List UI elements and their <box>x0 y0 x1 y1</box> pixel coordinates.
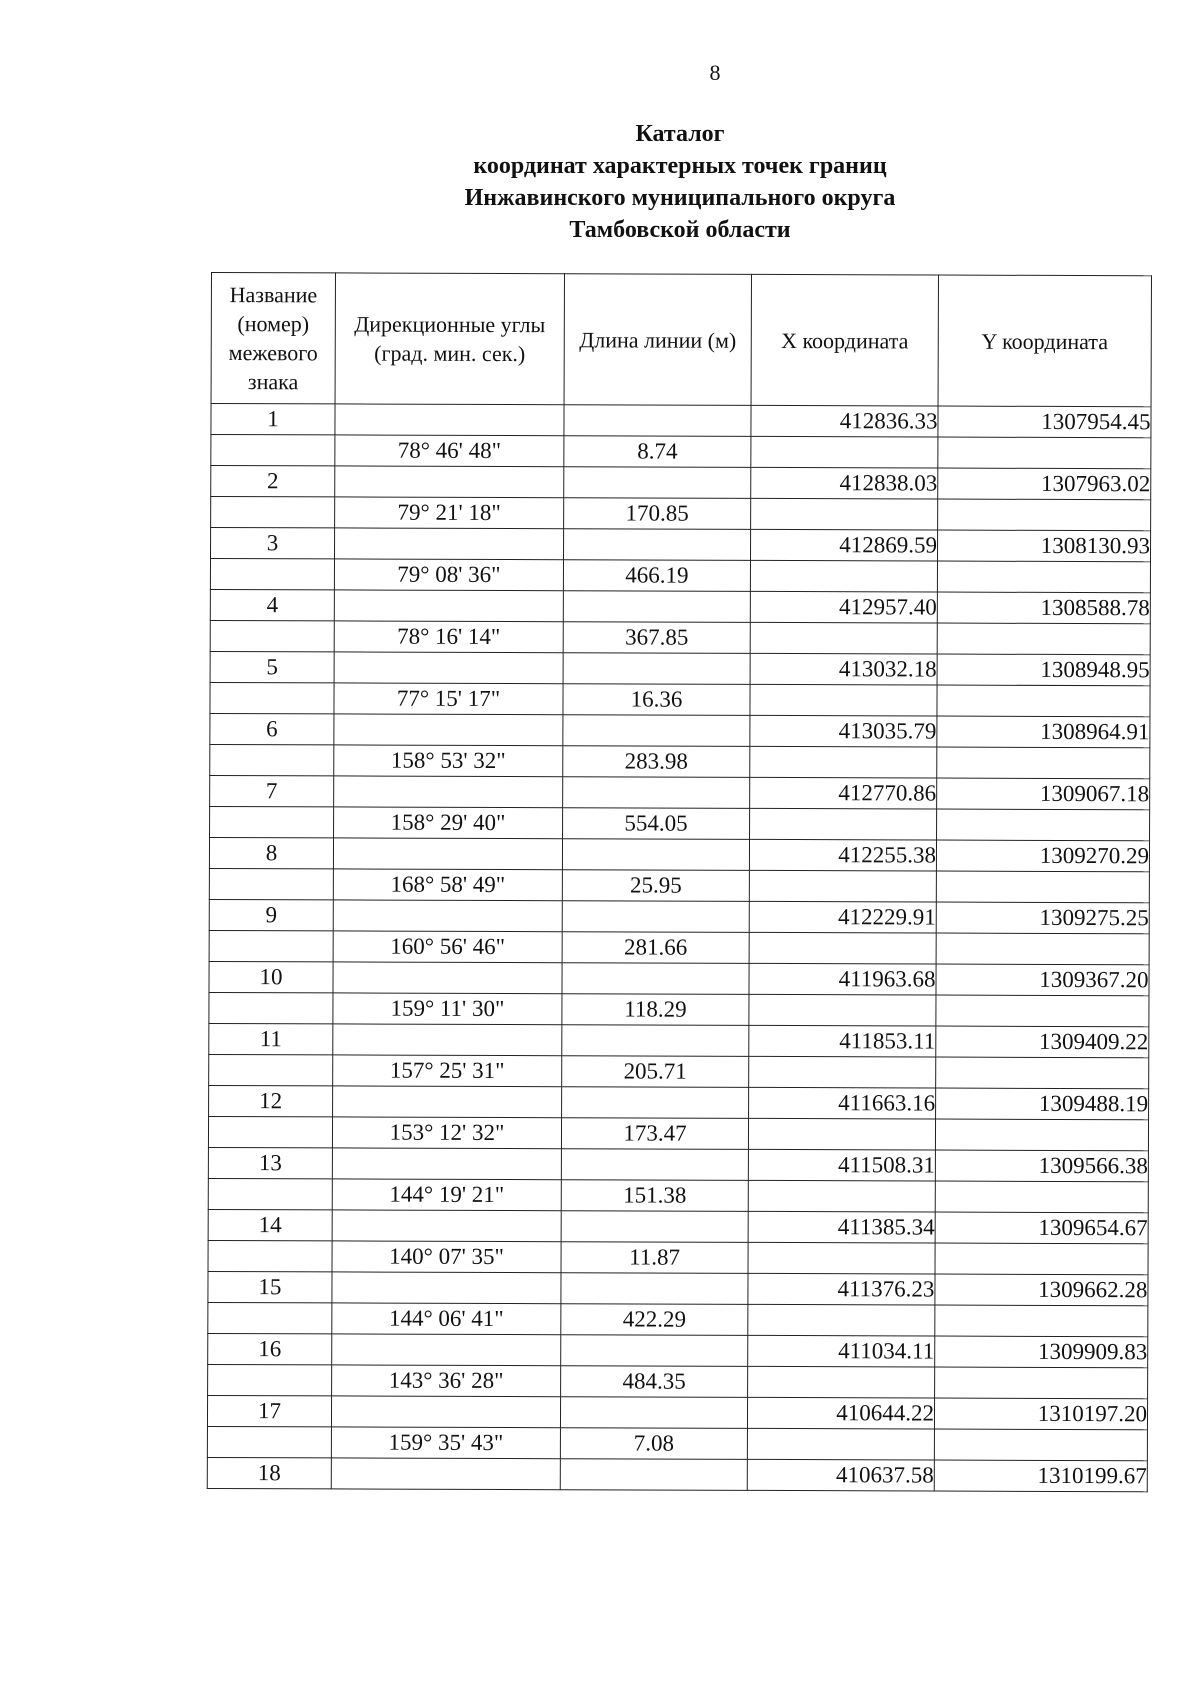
y-coordinate-cell: 1310197.20 <box>934 1398 1147 1430</box>
line-length-cell: 205.71 <box>562 1056 749 1088</box>
point-name-cell: 1 <box>211 404 335 435</box>
segment-row <box>209 868 1149 902</box>
point-name-cell: 8 <box>209 837 333 868</box>
empty-cell <box>563 529 750 561</box>
empty-cell <box>935 1305 1148 1337</box>
empty-cell <box>937 561 1150 593</box>
y-coordinate-cell: 1309367.20 <box>936 964 1149 996</box>
segment-row <box>210 744 1150 778</box>
empty-cell <box>563 777 750 809</box>
point-row <box>208 1209 1148 1243</box>
empty-cell <box>208 1364 332 1395</box>
line-length-cell: 422.29 <box>561 1304 748 1336</box>
direction-angle-cell: 168° 58' 49" <box>333 869 562 901</box>
empty-cell <box>561 1149 748 1181</box>
empty-cell <box>749 1056 936 1088</box>
empty-cell <box>331 1458 560 1490</box>
y-coordinate-cell: 1308588.78 <box>937 592 1150 624</box>
title-line-3: Инжавинского муниципального округа <box>464 185 896 211</box>
point-name-cell: 13 <box>208 1147 332 1178</box>
line-length-cell: 484.35 <box>561 1366 748 1398</box>
empty-cell <box>938 437 1151 469</box>
empty-cell <box>563 715 750 747</box>
empty-cell <box>331 1396 560 1428</box>
header-name: Название (номер) межевого знака <box>211 273 335 404</box>
empty-cell <box>750 622 937 654</box>
segment-row <box>208 1240 1148 1274</box>
segment-row <box>211 435 1151 469</box>
empty-cell <box>208 1240 332 1271</box>
point-name-cell: 3 <box>210 528 334 559</box>
empty-cell <box>750 560 937 592</box>
empty-cell <box>751 436 938 468</box>
y-coordinate-cell: 1307954.45 <box>938 406 1151 438</box>
empty-cell <box>750 684 937 716</box>
y-coordinate-cell: 1310199.67 <box>934 1460 1147 1492</box>
empty-cell <box>209 930 333 961</box>
point-row <box>211 466 1151 500</box>
point-row <box>208 1333 1148 1367</box>
empty-cell <box>560 1459 747 1491</box>
empty-cell <box>334 652 563 684</box>
segment-row <box>208 1302 1148 1336</box>
point-row <box>209 1023 1149 1057</box>
empty-cell <box>748 1366 935 1398</box>
table-body <box>207 404 1151 1492</box>
direction-angle-cell: 158° 53' 32" <box>334 745 563 777</box>
point-name-cell: 7 <box>210 775 334 806</box>
point-row <box>208 1147 1148 1181</box>
segment-row <box>209 1054 1149 1088</box>
empty-cell <box>747 1428 934 1460</box>
empty-cell <box>936 995 1149 1027</box>
direction-angle-cell: 77° 15' 17" <box>334 683 563 715</box>
x-coordinate-cell: 413032.18 <box>750 653 937 685</box>
segment-row <box>209 992 1149 1026</box>
empty-cell <box>564 405 751 437</box>
empty-cell <box>749 870 936 902</box>
page-number: 8 <box>709 60 721 85</box>
direction-angle-cell: 78° 46' 48" <box>335 435 564 467</box>
point-name-cell: 6 <box>210 713 334 744</box>
empty-cell <box>749 994 936 1026</box>
empty-cell <box>210 559 334 590</box>
title-line-4: Тамбовской области <box>569 217 791 243</box>
direction-angle-cell: 143° 36' 28" <box>332 1365 561 1397</box>
x-coordinate-cell: 411508.31 <box>748 1149 935 1181</box>
empty-cell <box>935 1243 1148 1275</box>
y-coordinate-cell: 1309275.25 <box>936 902 1149 934</box>
x-coordinate-cell: 411853.11 <box>749 1025 936 1057</box>
table-header-row <box>211 273 1151 407</box>
empty-cell <box>936 933 1149 965</box>
line-length-cell: 367.85 <box>563 622 750 654</box>
header-angle: Дирекционные углы (град. мин. сек.) <box>335 273 564 405</box>
empty-cell <box>333 962 562 994</box>
empty-cell <box>335 466 564 498</box>
empty-cell <box>333 1086 562 1118</box>
point-row <box>210 651 1150 685</box>
segment-row <box>209 930 1149 964</box>
empty-cell <box>211 435 335 466</box>
y-coordinate-cell: 1309270.29 <box>936 840 1149 872</box>
point-name-cell: 9 <box>209 899 333 930</box>
point-name-cell: 10 <box>209 961 333 992</box>
direction-angle-cell: 144° 19' 21" <box>332 1179 561 1211</box>
empty-cell <box>210 744 334 775</box>
point-name-cell: 17 <box>207 1395 331 1426</box>
empty-cell <box>935 1367 1148 1399</box>
segment-row <box>210 559 1150 593</box>
coordinates-catalog-table <box>207 272 1152 1492</box>
title-line-1: Каталог <box>635 121 725 147</box>
point-name-cell: 18 <box>207 1457 331 1488</box>
empty-cell <box>748 1304 935 1336</box>
x-coordinate-cell: 412957.40 <box>750 591 937 623</box>
empty-cell <box>937 685 1150 717</box>
empty-cell <box>334 714 563 746</box>
empty-cell <box>751 498 938 530</box>
point-row <box>210 528 1150 562</box>
empty-cell <box>935 1119 1148 1151</box>
direction-angle-cell: 79° 08' 36" <box>334 559 563 591</box>
direction-angle-cell: 140° 07' 35" <box>332 1241 561 1273</box>
empty-cell <box>210 806 334 837</box>
empty-cell <box>561 1335 748 1367</box>
y-coordinate-cell: 1307963.02 <box>938 468 1151 500</box>
point-row <box>209 899 1149 933</box>
empty-cell <box>749 932 936 964</box>
point-row <box>210 713 1150 747</box>
y-coordinate-cell: 1309566.38 <box>935 1150 1148 1182</box>
empty-cell <box>562 839 749 871</box>
y-coordinate-cell: 1308948.95 <box>937 654 1150 686</box>
line-length-cell: 170.85 <box>564 498 751 530</box>
direction-angle-cell: 153° 12' 32" <box>332 1117 561 1149</box>
empty-cell <box>333 838 562 870</box>
line-length-cell: 281.66 <box>562 932 749 964</box>
empty-cell <box>937 747 1150 779</box>
direction-angle-cell: 160° 56' 46" <box>333 931 562 963</box>
empty-cell <box>334 776 563 808</box>
y-coordinate-cell: 1309654.67 <box>935 1212 1148 1244</box>
segment-row <box>208 1364 1148 1398</box>
header-y: Y координата <box>938 275 1151 407</box>
point-name-cell: 15 <box>208 1271 332 1302</box>
direction-angle-cell: 144° 06' 41" <box>332 1303 561 1335</box>
empty-cell <box>935 1181 1148 1213</box>
direction-angle-cell: 157° 25' 31" <box>333 1055 562 1087</box>
empty-cell <box>332 1272 561 1304</box>
header-length: Длина линии (м) <box>564 274 751 406</box>
empty-cell <box>332 1210 561 1242</box>
direction-angle-cell: 158° 29' 40" <box>334 807 563 839</box>
empty-cell <box>561 1273 748 1305</box>
empty-cell <box>333 900 562 932</box>
empty-cell <box>207 1426 331 1457</box>
empty-cell <box>208 1116 332 1147</box>
empty-cell <box>936 1057 1149 1089</box>
point-name-cell: 2 <box>211 466 335 497</box>
x-coordinate-cell: 412255.38 <box>749 839 936 871</box>
point-row <box>207 1395 1147 1429</box>
line-length-cell: 151.38 <box>561 1180 748 1212</box>
x-coordinate-cell: 411963.68 <box>749 963 936 995</box>
x-coordinate-cell: 412838.03 <box>751 467 938 499</box>
point-row <box>209 837 1149 871</box>
segment-row <box>210 620 1150 654</box>
empty-cell <box>937 623 1150 655</box>
line-length-cell: 11.87 <box>561 1242 748 1274</box>
x-coordinate-cell: 411385.34 <box>748 1211 935 1243</box>
empty-cell <box>562 901 749 933</box>
y-coordinate-cell: 1309909.83 <box>935 1336 1148 1368</box>
segment-row <box>207 1426 1147 1460</box>
empty-cell <box>937 809 1150 841</box>
x-coordinate-cell: 411034.11 <box>748 1335 935 1367</box>
point-name-cell: 5 <box>210 651 334 682</box>
point-row <box>210 589 1150 623</box>
x-coordinate-cell: 412229.91 <box>749 901 936 933</box>
empty-cell <box>208 1302 332 1333</box>
empty-cell <box>748 1180 935 1212</box>
title-line-2: координат характерных точек границ <box>473 153 887 179</box>
empty-cell <box>209 992 333 1023</box>
x-coordinate-cell: 412869.59 <box>750 529 937 561</box>
line-length-cell: 466.19 <box>563 560 750 592</box>
document-title <box>0 118 1200 246</box>
point-name-cell: 4 <box>210 589 334 620</box>
empty-cell <box>561 1211 748 1243</box>
header-x: X координата <box>751 274 938 406</box>
point-name-cell: 11 <box>209 1023 333 1054</box>
empty-cell <box>748 1242 935 1274</box>
direction-angle-cell: 159° 11' 30" <box>333 993 562 1025</box>
point-row <box>207 1457 1147 1491</box>
y-coordinate-cell: 1309409.22 <box>936 1026 1149 1058</box>
segment-row <box>210 806 1150 840</box>
segment-row <box>210 682 1150 716</box>
point-row <box>209 1085 1149 1119</box>
x-coordinate-cell: 410644.22 <box>747 1397 934 1429</box>
empty-cell <box>562 1087 749 1119</box>
line-length-cell: 25.95 <box>562 870 749 902</box>
empty-cell <box>560 1397 747 1429</box>
y-coordinate-cell: 1309067.18 <box>937 778 1150 810</box>
empty-cell <box>209 868 333 899</box>
point-name-cell: 12 <box>209 1085 333 1116</box>
line-length-cell: 283.98 <box>563 746 750 778</box>
x-coordinate-cell: 410637.58 <box>747 1459 934 1491</box>
point-row <box>210 775 1150 809</box>
empty-cell <box>334 528 563 560</box>
segment-row <box>208 1178 1148 1212</box>
empty-cell <box>938 499 1151 531</box>
line-length-cell: 8.74 <box>564 436 751 468</box>
empty-cell <box>208 1178 332 1209</box>
x-coordinate-cell: 411376.23 <box>748 1273 935 1305</box>
empty-cell <box>563 653 750 685</box>
empty-cell <box>335 404 564 436</box>
empty-cell <box>564 467 751 499</box>
direction-angle-cell: 159° 35' 43" <box>331 1427 560 1459</box>
point-row <box>209 961 1149 995</box>
line-length-cell: 554.05 <box>563 808 750 840</box>
empty-cell <box>562 1025 749 1057</box>
line-length-cell: 7.08 <box>560 1428 747 1460</box>
empty-cell <box>210 682 334 713</box>
y-coordinate-cell: 1309488.19 <box>936 1088 1149 1120</box>
y-coordinate-cell: 1308130.93 <box>937 530 1150 562</box>
x-coordinate-cell: 412770.86 <box>750 777 937 809</box>
empty-cell <box>333 1024 562 1056</box>
empty-cell <box>211 497 335 528</box>
x-coordinate-cell: 411663.16 <box>749 1087 936 1119</box>
empty-cell <box>210 620 334 651</box>
empty-cell <box>334 590 563 622</box>
empty-cell <box>562 963 749 995</box>
segment-row <box>208 1116 1148 1150</box>
empty-cell <box>748 1118 935 1150</box>
point-row <box>211 404 1151 438</box>
empty-cell <box>209 1054 333 1085</box>
empty-cell <box>332 1334 561 1366</box>
empty-cell <box>936 871 1149 903</box>
empty-cell <box>750 808 937 840</box>
point-name-cell: 14 <box>208 1209 332 1240</box>
empty-cell <box>750 746 937 778</box>
empty-cell <box>332 1148 561 1180</box>
direction-angle-cell: 79° 21' 18" <box>335 497 564 529</box>
point-name-cell: 16 <box>208 1333 332 1364</box>
line-length-cell: 173.47 <box>561 1118 748 1150</box>
empty-cell <box>563 591 750 623</box>
segment-row <box>211 497 1151 531</box>
empty-cell <box>934 1429 1147 1461</box>
line-length-cell: 16.36 <box>563 684 750 716</box>
direction-angle-cell: 78° 16' 14" <box>334 621 563 653</box>
line-length-cell: 118.29 <box>562 994 749 1026</box>
y-coordinate-cell: 1308964.91 <box>937 716 1150 748</box>
x-coordinate-cell: 412836.33 <box>751 405 938 437</box>
point-row <box>208 1271 1148 1305</box>
y-coordinate-cell: 1309662.28 <box>935 1274 1148 1306</box>
x-coordinate-cell: 413035.79 <box>750 715 937 747</box>
